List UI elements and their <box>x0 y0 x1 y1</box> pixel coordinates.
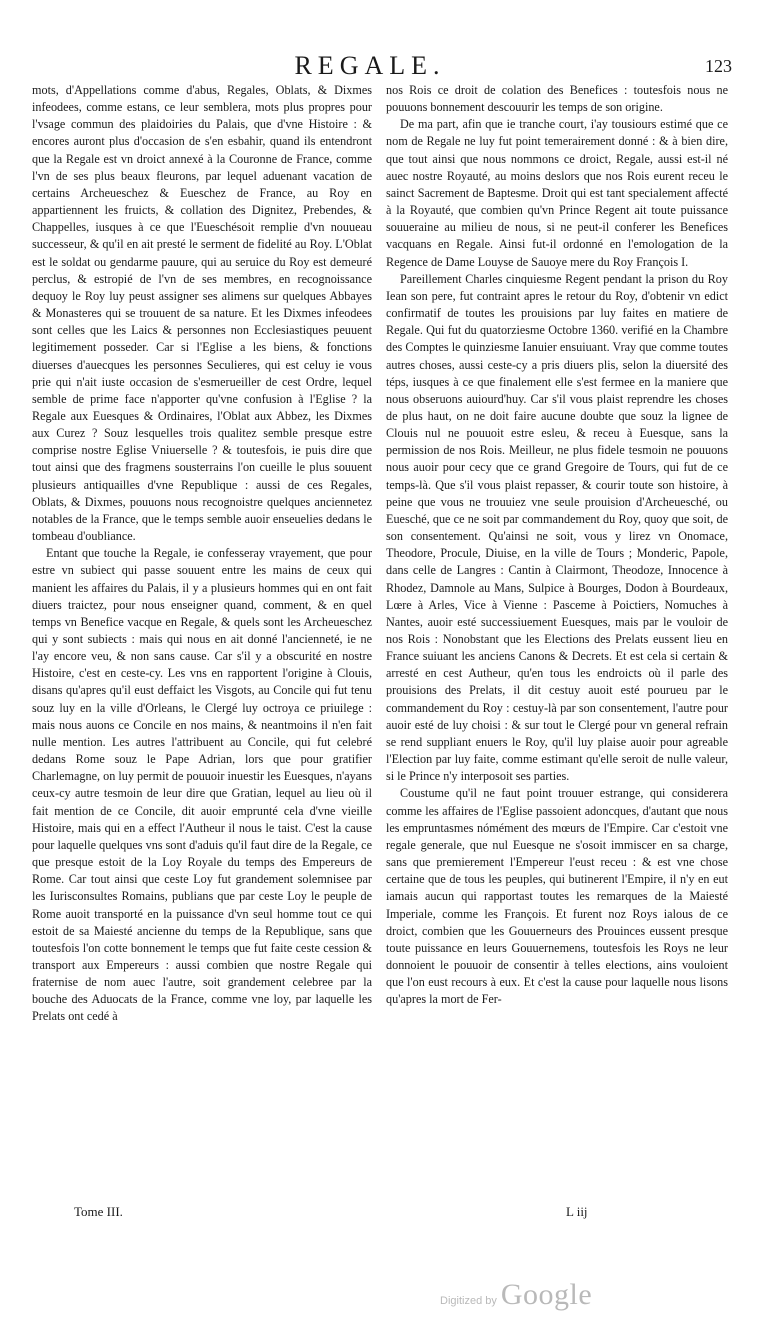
google-watermark <box>440 1278 592 1314</box>
signature-mark: L iij <box>566 1204 588 1219</box>
running-title: REGALE. <box>294 51 446 80</box>
volume-label: Tome III. <box>74 1204 123 1219</box>
paragraph: Pareillement Charles cinquiesme Regent pendant la prison du Roy Iean son pere, fut contraint apres le retour du Roy, d'obtenir vn edict confirmatif de toutes les prouisions par luy faites en matiere de Regale. Qui fut du quatorziesme Octobre 1360. verifié en la Chambre des Comptes le quinziesme Ianuier ensuiuant. Vray que comme toutes autres choses, aussi ceste-cy a pris diuers plis, selon la diuersité des téps, iusques à ce que finalement elle s'est fermee en la maniere que nous obseruons auiourd'huy. Car s'il vous plaist reprendre les choses de plus haut, on ne doit faire aucune doubte que souz la lignee de Clouis nul ne pouuoit estre esleu, & receu à Euesque, sans la permission de nos Rois. Meilleur, ne plus fidele tesmoin ne pouuons nous auoir pour cecy que ce grand Gregoire de Tours, qui fut de ce temps-là. Que s'il vous plaist repasser, & courir toute son histoire, à peine que vous ne trouuiez vne seule prouision d'Archeuesché, ou Euesché, que ce ne soit par commandement du Roy, quoy que soit, de son consentement. Qu'ainsi ne soit, vous y lirez vn Onomace, Theodore, Procule, Diuise, en la ville de Tours ; Monderic, Papole, dans celle de Langres : Cantin à Clairmont, Theodoze, Innocence à Rhodez, Damnole au Mans, Sulpice à Bourges, Dodon à Bourdeaux, Lœre à Arles, Vice à Vienne : Pasceme à Poictiers, Nomuches à Nantes, auoir esté successiuement Euesques, mais par le vouloir de nos Rois : Nonobstant que les Elections des Prelats eussent lieu en France suiuant les anciens Canons & Decrets. Et est cela si certain & arresté en cest Autheur, qu'en tous les endroicts où il parle des prouisions des Prelats, il dit cestuy auoit esté pourueu par le commandement du Roy : cestuy-là par son consentement, l'autre pour auoir esté de luy choisi : & sur tout le Clergé pour vn general refrain se rend suppliant enuers le Roy, qu'il luy plaise auoir pour agreable l'Election par luy faite, comme estimant qu'elle seroit de nulle valeur, si le Prince n'y interposoit ses parties. <box>386 271 728 784</box>
paragraph: mots, d'Appellations comme d'abus, Regales, Oblats, & Dixmes infeodees, comme estans, ce leur semblera, mots plus propres pour l'vsage commun des plaidoiries du Palais, que d'vne Histoire : & encores auront plus d'occasion de s'en esbahir, quand ils entendront que la Regale est vn droict annexé à la Couronne de France, comme l'vn de ses plus beaux fleurons, par lequel aduenant vacation de certains Archeueschez & Eueschez de France, au Roy en appartiennent les fruicts, & collation des Dignitez, Prebendes, & Chappelles, iusques à ce que l'Eueschésoit remplie d'vn nouueau successeur, & qu'il en ait presté le serment de fidelité au Roy. L'Oblat est le soldat ou gendarme pauure, qui au seruice du Roy est demeuré perclus, & estropié de l'vn de ses membres, en recognoissance dequoy le Roy luy peust assigner ses alimens sur quelques Abbayes & Monasteres qui se trouuent de sa nature. Et les Dixmes infeodees sont celles que les Laics & personnes non Ecclesiastiques peuuent legitimement posseder. Car si l'Eglise a les biens, & fonctions diuerses d'auecques les personnes Seculieres, qui est celuy ie vous prie qui n'ait iuste occasion de s'esmerueiller de cest Ordre, lequel semble de prime face n'apporter qu'vne confusion à l'Eglise ? la Regale aux Euesques & Ordinaires, l'Oblat aux Abbez, les Dixmes aux Curez ? Souz lesquelles trois qualitez semble presque estre comprise nostre Eglise Vniuerselle ? & toutesfois, ie puis dire que tout ainsi que des fragmens sousterrains l'on cueille le plus souuent plusieurs antiquailles d'vne Republique : aussi de ces Regales, Oblats, & Dixmes, pouuons nous recognoistre quelques anciennetez notables de la France, que le temps semble auoir enseuelies dedans le tombeau d'oubliance. <box>32 83 372 544</box>
google-logo: Google <box>500 1278 593 1311</box>
page-footer <box>0 1200 761 1224</box>
page-header <box>60 48 760 84</box>
paragraph: nos Rois ce droit de colation des Benefices : toutesfois nous ne pouuons bonnement descouurir les temps de son origine. <box>386 83 728 115</box>
paragraph: Entant que touche la Regale, ie confesseray vrayement, que pour estre vn subiect qui passe souuent entre les mains de ceux qui manient les affaires du Palais, il y a plusieurs hommes qui en ont fait diuers traictez, pour nous enseigner quand, comment, & en quel temps vn Benefice vacque en Regale, & quels sont les Archeueschez qui y sont subiects : mais qui nous en ait donné l'ancienneté, ie ne l'ay encore veu, & non sans cause. Car s'il y a obscurité en nostre Histoire, c'est en ceste-cy. Les vns en rapportent l'origine à Clouis, disans qu'apres qu'il eust deffaict les Visgots, au Concile qui fut tenu souz luy en la ville d'Orleans, le Clergé luy octroya ce priuilege : mais nous auons ce Concile en nos mains, & neantmoins il n'en fait nulle mention. Les autres l'attribuent au Concile, qui fut celebré dedans Rome souz le Pape Adrian, lors que pour gratifier Charlemagne, on luy permit de pouuoir inuestir les Euesques, n'ayans ceux-cy autre tesmoin de leur dire que Gratian, lequel au lieu où il fait mention de ce Concile, dit auoir emprunté cela d'vne vieille Histoire, mais qui en a effect l'Autheur il nous le taist. C'est la cause pour laquelle quelques vns sont d'aduis qu'il faut dire de la Regale, ce que presque estoit de la Loy Royale du temps des Empereurs de Rome. Car tout ainsi que ceste Loy fut grandement solemnisee par les Iurisconsultes Romains, publians que par ceste Loy le peuple de Rome auoit transporté en la puissance d'vn seul homme tout ce qui estoit de sa Maiesté ancienne du temps de la Republique, sans que toutesfois l'on cotte bonnement le temps que fut faite ceste cession & transport aux Empereurs : aussi combien que nostre Regale qui fraternise de nom auec l'autre, soit grandement celebree par la bouche des Aduocats de la France, comme vne loy, par laquelle les Prelats ont cedé à <box>32 546 372 1024</box>
paragraph: Coustume qu'il ne faut point trouuer estrange, qui considerera comme les affaires de l'Eglise passoient adoncques, d'autant que nous les empruntasmes nómément des mœurs de l'Empire. Car c'estoit vne regale generale, que nul Euesque ne s'osoit immiscer en sa charge, sans que premierement l'Empereur l'eust receu : & est vne chose certaine que de tous les peuples, qui butinerent l'Empire, il n'y en eut iamais aucun qui rapportast toutes les remarques de la Maiesté Imperiale, comme les François. Et furent noz Roys ialous de ce droict, combien que les Gouuerneurs des Prouinces eussent presque toute puissance en leurs Gouuernemens, toutesfois les Roys ne leur donnoient le pouuoir de consentir à telles elections, ains vouloient que l'on eust recours à eux. Et c'est la cause pour laquelle nous lisons qu'apres la mort de Fer- <box>386 786 728 1007</box>
paragraph: De ma part, afin que ie tranche court, i'ay tousiours estimé que ce nom de Regale ne luy fut point temerairement donné : & à bien dire, que tout ainsi que nous nommons ce droict, Regale, aussi est-il né auec nostre Royauté, au moins deslors que nos Rois eurent receu le sainct Sacrement de Baptesme. Droit qui est tant specialement affecté à la Royauté, que combien qu'vn Prince Regent ait toute puissance souueraine au milieu de nous, si ne peut-il conferer les Benefices vacquans en Regale. Ainsi fut-il ordonné en l'emologation de la Regence de Dame Louyse de Sauoye mere du Roy François I. <box>386 117 728 269</box>
page-number: 123 <box>705 56 732 76</box>
right-column <box>386 82 728 1008</box>
left-column <box>32 82 372 1026</box>
watermark-prefix: Digitized by <box>440 1295 497 1307</box>
